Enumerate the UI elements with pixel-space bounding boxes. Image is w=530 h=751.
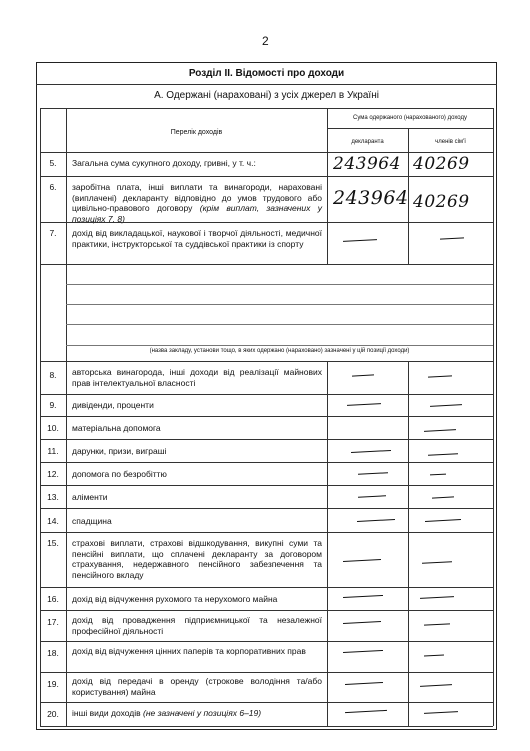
row-label: авторська винагорода, інші доходи від реалізації майнових прав інтелектуальної власності	[72, 367, 322, 388]
row-label: допомога по безробіттю	[72, 469, 167, 479]
subsection-title: А. Одержані (нараховані) з усіх джерел в Україні	[154, 90, 379, 101]
row-number: 5.	[49, 158, 57, 168]
row-label: дохід від відчуження цінних паперів та корпоративних прав	[72, 646, 306, 656]
section-title: Розділ ІІ. Відомості про доходи	[188, 68, 345, 79]
row-number: 20.	[47, 709, 59, 719]
header-income-list: Перелік доходів	[170, 129, 223, 136]
row-number: 18.	[47, 648, 59, 658]
handwritten-declarant-salary: 243964	[333, 187, 409, 209]
handwritten-declarant-total: 243964	[333, 154, 401, 174]
row-label: страхові виплати, страхові відшкодування, викупні суми та пенсійні виплати, що сплачені декларанту за договором страхування, недержавного пенсійного забезпечення та пенсійного вкладу	[72, 538, 322, 580]
row-label: дохід від передачі в оренду (строкове володіння та/або користування) майна	[72, 676, 322, 697]
row-number: 13.	[47, 492, 59, 502]
row-label	[72, 708, 322, 719]
row-label-text: інші види доходів	[72, 708, 141, 718]
header-family: членів сім'ї	[435, 139, 466, 145]
row-label: дарунки, призи, виграші	[72, 446, 167, 456]
row-number: 16.	[47, 594, 59, 604]
row-label: аліменти	[72, 492, 108, 502]
row-label-note: (не зазначені у позиціях 6–19)	[143, 708, 262, 718]
handwritten-family-salary: 40269	[413, 192, 470, 212]
row-number: 17.	[47, 617, 59, 627]
page-number: 2	[262, 34, 269, 48]
header-amount: Сума одержаного (нарахованого) доходу	[352, 115, 467, 121]
row-number: 11.	[47, 446, 59, 456]
row-label: дивіденди, проценти	[72, 400, 154, 410]
row-label: Загальна сума сукупного доходу, гривні, у т. ч.:	[72, 158, 256, 168]
handwritten-family-total: 40269	[413, 154, 470, 174]
row-number: 7.	[49, 228, 57, 238]
row-number: 19.	[47, 679, 59, 689]
row-number: 10.	[47, 423, 59, 433]
row-label-note: (крім виплат, зазначених у позиціях 7, 8)	[72, 203, 323, 224]
row-label-text: заробітна плата, інші виплати та винагороди, нараховані (виплачені) декларанту відповідно до умов трудового або цивільно-правового договору	[72, 182, 322, 213]
row-label: дохід від провадження підприємницької та незалежної професійної діяльності	[72, 615, 322, 636]
row-number: 15.	[47, 538, 59, 548]
row-label: спадщина	[72, 516, 112, 526]
row-label	[72, 182, 322, 224]
row-label: дохід від відчуження рухомого та нерухомого майна	[72, 594, 278, 604]
row-label: матеріальна допомога	[72, 423, 161, 433]
institution-note: (назва закладу, установи тощо, в яких одержано (нараховано) зазначені у цій позиції доходи)	[149, 348, 410, 354]
row-number: 9.	[49, 400, 57, 410]
header-declarant: декларанта	[351, 139, 384, 145]
row-number: 8.	[49, 370, 57, 380]
row-number: 6.	[49, 182, 57, 192]
row-label: дохід від викладацької, наукової і творчої діяльності, медичної практики, інструкторської та суддівської практики із спорту	[72, 228, 322, 249]
row-number: 12.	[47, 469, 59, 479]
row-number: 14.	[47, 516, 59, 526]
